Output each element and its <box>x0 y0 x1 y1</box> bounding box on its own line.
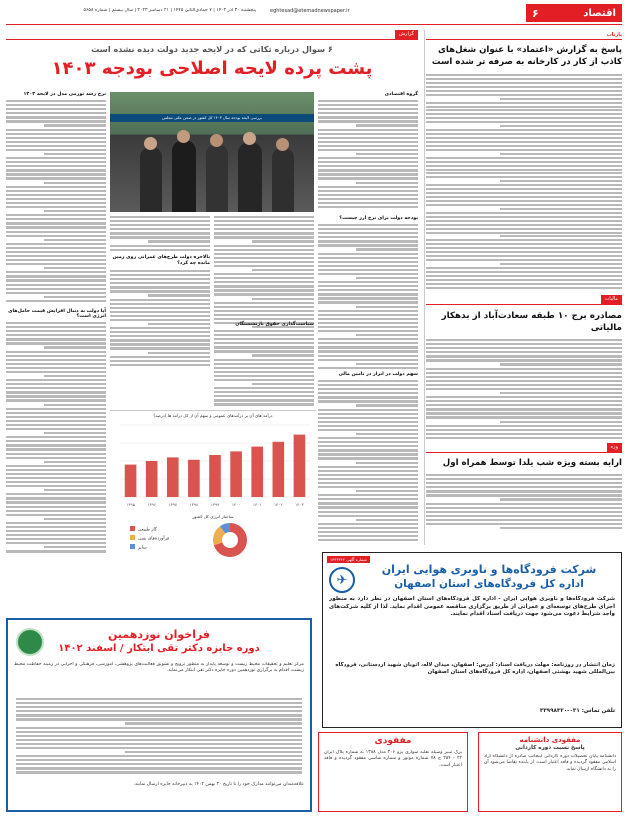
headline-yalda: ارایه بسته ویژه شب یلدا توسط همراه اول <box>442 458 622 468</box>
lost-2-headline: مفقودی دانشنامه <box>519 736 581 744</box>
bar-chart-svg <box>110 419 316 511</box>
center-lower-column <box>214 320 314 410</box>
bar-label-3: ۱۳۹۸ <box>189 502 199 507</box>
subhead-pensions: سیاست‌گذاری حقوق بازنشستگان <box>235 322 314 327</box>
main-headline: پشت پرده لایحه اصلاحی بودجه ۱۴۰۳ <box>51 58 373 79</box>
bar-2 <box>167 457 179 497</box>
airport-contact: زمان انتشار در روزنامه: مهلت دریافت اسناد: آدرس: اصفهان، میدان لاله، اتوبان شهید اردستانی، فرودگاه بین‌المللی شهید بهشتی اصفهان، اداره کل فرودگاه‌های استان اصفهان <box>335 662 615 676</box>
subhead-currency: بودجه دولت برای نرخ ارز چیست؟ <box>339 216 418 221</box>
bar-label-6: ۱۴۰۱ <box>252 502 262 507</box>
donut-legend-swatch-2 <box>130 544 135 549</box>
subhead-projects: بالاخره دولت طرح‌های عمرانی روی زمین مانده چه کرد؟ <box>112 255 210 266</box>
bar-label-2: ۱۳۹۷ <box>168 502 178 507</box>
subhead-budget-share: سهم دولت در ابزار در تامین مالی <box>338 372 418 377</box>
mid-a-text <box>214 216 314 336</box>
bar-label-1: ۱۳۹۶ <box>147 502 156 507</box>
center-text-3 <box>318 380 418 550</box>
airport-phone: تلفن تماس: ۰۳۱-۳۳۹۹۸۳۲۰ <box>539 708 615 714</box>
bar-0 <box>125 465 137 497</box>
airport-body: شرکت فرودگاه‌ها و ناوبری هوایی ایران - اداره کل فرودگاه‌های استان اصفهان در نظر دارد به منظور اجرای طرح‌های توسعه‌ای و عمرانی از طریق برگزاری مناقصه عمومی اقدام نماید. لذا از کلیه شرکت‌های واجد شرایط دعوت می‌شود جهت دریافت اسناد اقدام نمایند. <box>329 596 615 618</box>
parliament-photo <box>110 92 314 212</box>
lost-2-body: دانشنامه پایان تحصیلات دوره کاردانی اینجانب صادره از دانشگاه آزاد اسلامی مفقود گردیده و فاقد اعتبار است. از یابنده تقاضا می‌شود آن را به دانشگاه ارسال نماید. <box>484 754 616 772</box>
column-divider <box>424 30 425 545</box>
mid-column-b <box>110 216 210 376</box>
airport-logo: ✈ <box>329 567 355 593</box>
section-tag-tax: مالیات <box>426 295 622 305</box>
right-column <box>426 30 622 545</box>
donut-legend-swatch-0 <box>130 526 135 531</box>
lost-1-body: برگ سبز وسیله نقلیه سواری پژو ۲۰۶ مدل ۱۳۸۸ به شماره پلاک ایران ۲۲ - ۲۵۴ ج ۷۸ شماره موتور و شماره شاسی مفقود گردیده و فاقد اعتبار است. <box>324 750 462 768</box>
left-column <box>6 92 106 562</box>
headline-reaction: پاسخ به گزارش «اعتماد» با عنوان شغل‌های کاذب از کار در کارخانه به صرفه تر شده است <box>431 45 622 67</box>
lost-ad-2 <box>478 732 622 812</box>
bar-label-5: ۱۴۰۰ <box>231 502 241 507</box>
section-tag-yalda: وزه <box>426 443 622 453</box>
bar-label-7: ۱۴۰۲ <box>274 502 283 507</box>
award-logo <box>16 628 44 656</box>
date-line: پنجشنبه ۳۰ آذر ۱۴۰۲ | ۷ جمادی‌الثانی ۱۴۴۵ | ۲۱ دسامبر ۲۰۲۳ | سال بیستم | شماره ۵۶۵۸ <box>83 8 256 13</box>
center-text-2 <box>318 224 418 374</box>
byline: گروه اقتصادی <box>384 92 418 97</box>
kicker-label: بازتاب <box>606 31 622 38</box>
bar-4 <box>209 455 221 497</box>
donut-legend-label-1: فرآورده‌های نفتی <box>138 536 170 542</box>
bar-3 <box>188 460 200 497</box>
center-text-column-2 <box>318 372 418 562</box>
supertitle: ۶ سوال درباره تکاتی که در لایحه جدید دولت دیده نشده است <box>91 44 333 54</box>
donut-chart <box>110 514 316 564</box>
bar-label-4: ۱۳۹۹ <box>210 502 220 507</box>
bar-label-8: ۱۴۰۳ <box>295 502 304 507</box>
mid-b-text-2 <box>110 270 210 370</box>
mid-b-text-1 <box>110 216 210 252</box>
main-story-header <box>6 30 418 90</box>
bar-7 <box>273 442 285 497</box>
subhead-energy-price: آیا دولت به دنبال افزایش قیمت حامل‌های انرژی است؟ <box>8 309 106 319</box>
article-body-tax <box>426 339 622 439</box>
award-headline-2: دوره جایزه دکتر تقی ابتکار / اسفند ۱۴۰۲ <box>58 643 260 654</box>
headline-tax: مصادره برج ۱۰ طبقه سعادت‌آباد از بدهکار مالیاتی <box>441 311 622 333</box>
ad-number-tag: شماره آگهی ۱۴۳۴۳۴۲ <box>327 556 370 563</box>
airport-ad <box>322 552 622 728</box>
center-text-1 <box>318 100 418 212</box>
masthead-rule <box>6 24 622 25</box>
masthead <box>0 0 630 30</box>
center-text-column <box>318 92 418 372</box>
bar-label-0: ۱۳۹۵ <box>126 502 135 507</box>
kicker-report: گزارش <box>395 30 418 39</box>
airport-headline-2: اداره کل فرودگاه‌های استان اصفهان <box>394 578 584 590</box>
left-text-2 <box>6 322 106 562</box>
photo-banner: بررسی لایحه بودجه سال ۱۴۰۳ کل کشور در صحن علنی مجلس <box>110 114 314 122</box>
award-body: مرکز تعلیم و تحقیقات محیط زیست و توسعه پایدار به منظور ترویج و تشویق فعالیت‌های پژوهشی، آموزشی، فرهنگی و اجرایی در زمینه حفاظت محیط زیست، اقدام به برگزاری نوزدهمین دوره جایزه دکتر تقی ابتکار می‌نماید. <box>14 662 304 674</box>
donut-chart-title: ساختار انرژی کل کشور <box>192 514 234 519</box>
lost-ad-1 <box>318 732 468 812</box>
bar-chart <box>110 410 316 512</box>
page-number: ۶ <box>532 6 539 20</box>
bar-1 <box>146 461 158 497</box>
airport-headline-1: شرکت فرودگاه‌ها و ناوبری هوایی ایران <box>381 563 597 576</box>
article-body-yalda <box>426 474 622 532</box>
kicker-reaction <box>426 30 622 40</box>
donut-legend-label-0: گاز طبیعی <box>138 527 157 533</box>
bar-5 <box>230 451 242 497</box>
award-headline-1: فراخوان نوزدهمین <box>107 628 211 641</box>
section-title: اقتصاد <box>583 7 616 19</box>
bar-chart-title: درآمد های آن بر درآمدهای عمومی و سهم آن از کل درآمد ها (درصد) <box>153 413 273 418</box>
donut-legend-swatch-1 <box>130 535 135 540</box>
award-ad <box>6 618 312 812</box>
subhead-inflation: نرخ رشد تورمی مدل در لایحه ۱۴۰۳ <box>23 92 106 97</box>
section-badge <box>526 4 622 22</box>
bar-8 <box>294 435 306 497</box>
lost-1-headline: مفقودی <box>374 736 412 746</box>
donut-legend-label-2: سایر <box>138 545 147 551</box>
award-list <box>16 698 302 778</box>
donut-chart-svg <box>110 520 316 564</box>
lost-2-sub: پاسخ نسبت دوره کاردانی <box>515 745 585 751</box>
article-body-reaction <box>426 74 622 289</box>
website[interactable]: eghtesad@etemadnewspaper.ir <box>270 8 350 14</box>
center-lower-text <box>214 330 314 410</box>
bar-6 <box>251 447 263 497</box>
left-text-1 <box>6 100 106 305</box>
award-footer: علاقه‌مندان می‌توانند مدارک خود را تا تاریخ ۳۰ بهمن ۱۴۰۲ به دبیرخانه جایزه ارسال نمایند. <box>133 782 304 787</box>
